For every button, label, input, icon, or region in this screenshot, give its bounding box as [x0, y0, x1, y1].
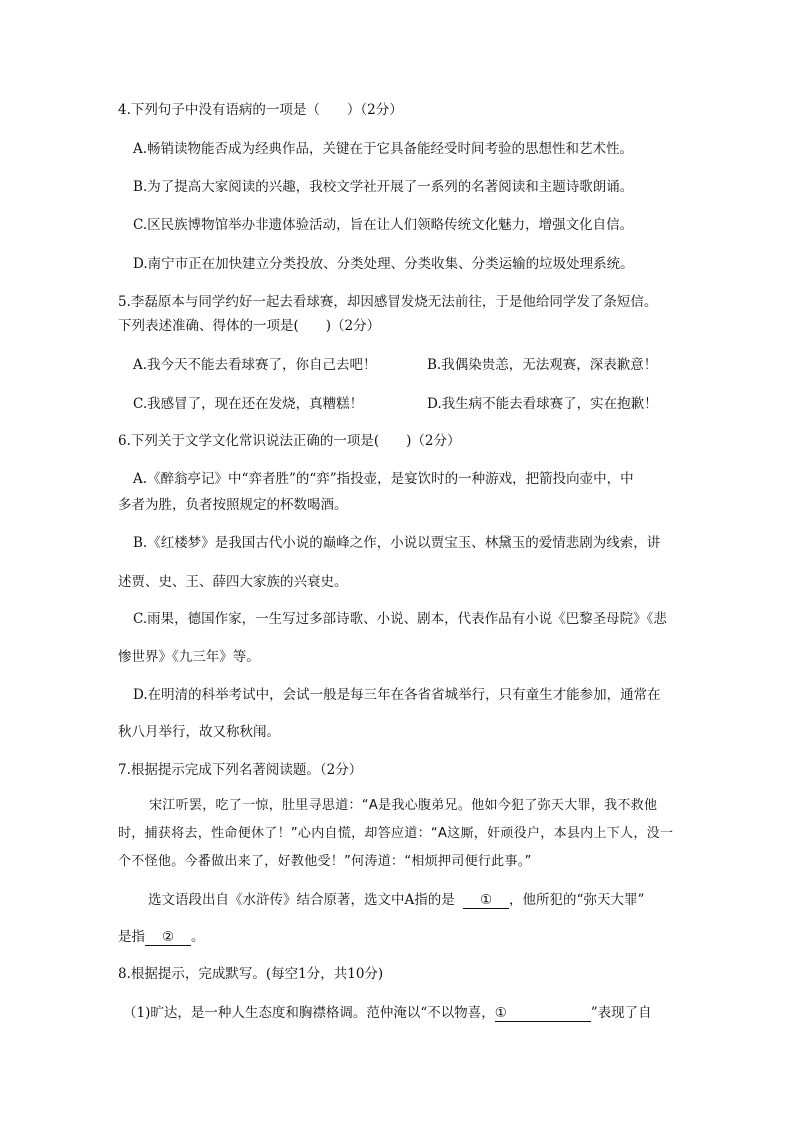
question-5-option-c: C.我感冒了，现在还在发烧，真糟糕！ — [133, 396, 364, 412]
question-7-passage — [118, 792, 678, 876]
question-7-prompt-text: 选文语段出自《水浒传》结合原著，选文中A指的是 — [148, 892, 455, 908]
passage-text: 宋江听罢，吃了一惊，肚里寻思道：“A是我心腹弟兄。他如今犯了弥天大罪，我不救他时，捕获将去，性命便休了！”心内自慌，却答应道：“A这厮，奸顽役户，本县内上下人，没一个不怪他。今番做出来了，好教他受！”何涛道：“相烦押司便行此事。” — [118, 798, 674, 869]
question-5-stem-line-2: 下列表述准确、得体的一项是( )（2分） — [118, 318, 381, 334]
question-7-prompt-text-2: 是指 — [118, 929, 145, 945]
question-8-item-1-text: （1)旷达，是一种人生态度和胸襟格调。范仲淹以“不以物喜， — [123, 1005, 495, 1021]
answer-blank-1[interactable]: ① — [463, 893, 509, 909]
question-8-item-1-post: ”表现了自 — [590, 1005, 652, 1021]
question-5-option-a: A.我今天不能去看球赛了，你自己去吧！ — [133, 357, 377, 373]
question-7-prompt-line-1 — [148, 891, 644, 909]
question-7-prompt-mid: ，他所犯的“弥天大罪” — [509, 892, 645, 908]
question-6-stem: 6.下列关于文学文化常识说法正确的一项是( )（2分） — [118, 433, 461, 449]
question-6-option-a-line-2: 多者为胜，负者按照规定的杯数喝酒。 — [118, 497, 348, 513]
question-7-stem: 7.根据提示完成下列名著阅读题。（2分） — [118, 762, 363, 778]
question-6-option-b-line-1: B.《红楼梦》是我国古代小说的巅峰之作，小说以贾宝玉、林黛玉的爱情悲剧为线索，讲 — [133, 535, 661, 551]
question-6-option-d-line-2: 秋八月举行，故又称秋闱。 — [118, 724, 280, 740]
question-4-option-c: C.区民族博物馆举办非遗体验活动，旨在让人们领略传统文化魅力，增强文化自信。 — [133, 217, 634, 233]
question-7-prompt-line-2 — [118, 928, 205, 946]
question-6-option-b-line-2: 述贾、史、王、薛四大家族的兴衰史。 — [118, 574, 348, 590]
question-6-option-c-line-1: C.雨果，德国作家，一生写过多部诗歌、小说、剧本，代表作品有小说《巴黎圣母院》《悲 — [133, 611, 667, 627]
question-4-option-b: B.为了提高大家阅读的兴趣，我校文学社开展了一系列的名著阅读和主题诗歌朗诵。 — [133, 179, 634, 195]
question-5-option-b: B.我偶染贵恙，无法观赛，深表歉意！ — [427, 357, 658, 373]
question-5-stem-line-1: 5.李磊原本与同学约好一起去看球赛，却因感冒发烧无法前往，于是他给同学发了条短信。 — [118, 294, 658, 310]
question-7-prompt-end: 。 — [191, 929, 205, 945]
question-5-option-d: D.我生病不能去看球赛了，实在抱歉！ — [427, 396, 658, 412]
question-4-option-d: D.南宁市正在加快建立分类投放、分类处理、分类收集、分类运输的垃圾处理系统。 — [133, 256, 634, 272]
answer-blank-q8-1[interactable]: ① — [495, 1006, 591, 1022]
question-6-option-d-line-1: D.在明清的科举考试中，会试一般是每三年在各省省城举行，只有童生才能参加，通常在 — [133, 687, 661, 703]
question-4-option-a: A.畅销读物能否成为经典作品，关键在于它具备能经受时间考验的思想性和艺术性。 — [133, 141, 634, 157]
answer-blank-2[interactable]: ② — [145, 930, 191, 946]
question-8-item-1 — [123, 1004, 652, 1022]
question-6-option-c-line-2: 惨世界》《九三年》等。 — [118, 649, 260, 665]
question-8-stem: 8.根据提示，完成默写。(每空1分，共10分) — [118, 966, 384, 982]
question-6-option-a-line-1: A.《醉翁亭记》中“弈者胜”的“弈”指投壶，是宴饮时的一种游戏，把箭投向壶中，中 — [133, 471, 634, 487]
question-4-stem: 4.下列句子中没有语病的一项是（ ）（2分） — [118, 102, 403, 118]
